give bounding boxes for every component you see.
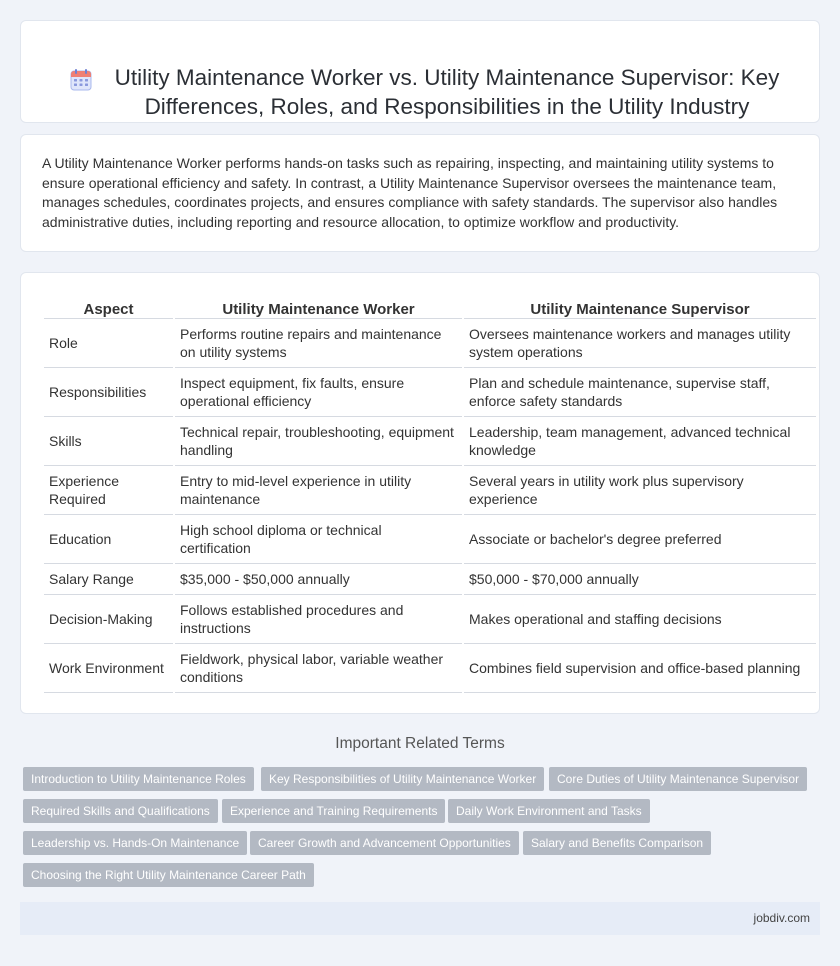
table-row [44,644,816,693]
table-header-row [44,296,816,319]
tag-worker-responsibilities[interactable]: Key Responsibilities of Utility Maintenance Worker [261,767,544,791]
cell-supervisor: Leadership, team management, advanced technical knowledge [464,417,816,466]
cell-supervisor: Makes operational and staffing decisions [464,595,816,644]
cell-aspect: Decision-Making [44,595,173,644]
table-row [44,319,816,368]
tag-supervisor-duties[interactable]: Core Duties of Utility Maintenance Supervisor [549,767,807,791]
cell-supervisor: Plan and schedule maintenance, supervise staff, enforce safety standards [464,368,816,417]
header-worker: Utility Maintenance Worker [175,296,462,319]
cell-worker: Technical repair, troubleshooting, equipment handling [175,417,462,466]
cell-aspect: Salary Range [44,564,173,595]
intro-paragraph: A Utility Maintenance Worker performs hands-on tasks such as repairing, inspecting, and maintaining utility systems to ensure operational efficiency and safety. In contrast, a Utility Maintenance Supervisor oversees the maintenance team, manages schedules, coordinates projects, and ensures compliance with safety standards. The supervisor also handles administrative duties, including reporting and resource allocation, to optimize workflow and productivity. [42,155,778,230]
tag-career-growth[interactable]: Career Growth and Advancement Opportunities [250,831,519,855]
tag-salary-benefits[interactable]: Salary and Benefits Comparison [523,831,711,855]
cell-supervisor: Several years in utility work plus supervisory experience [464,466,816,515]
comparison-card [20,272,820,714]
table-row [44,466,816,515]
table-row [44,564,816,595]
cell-worker: Performs routine repairs and maintenance on utility systems [175,319,462,368]
title-card [20,20,820,123]
tag-experience-training[interactable]: Experience and Training Requirements [222,799,445,823]
tag-leadership-vs-hands-on[interactable]: Leadership vs. Hands-On Maintenance [23,831,247,855]
tag-skills-qualifications[interactable]: Required Skills and Qualifications [23,799,218,823]
footer-site[interactable]: jobdiv.com [753,911,810,925]
table-row [44,595,816,644]
header-supervisor: Utility Maintenance Supervisor [464,296,816,319]
cell-worker: High school diploma or technical certification [175,515,462,564]
footer [20,902,820,935]
cell-supervisor: $50,000 - $70,000 annually [464,564,816,595]
cell-supervisor: Oversees maintenance workers and manages utility system operations [464,319,816,368]
comparison-table [42,296,818,693]
cell-aspect: Skills [44,417,173,466]
table-row [44,368,816,417]
cell-aspect: Responsibilities [44,368,173,417]
cell-worker: Entry to mid-level experience in utility maintenance [175,466,462,515]
page-title: Utility Maintenance Worker vs. Utility Maintenance Supervisor: Key Differences, Roles, and Responsibilities in the Utility Industry [114,65,780,119]
cell-aspect: Role [44,319,173,368]
cell-worker: $35,000 - $50,000 annually [175,564,462,595]
cell-aspect: Education [44,515,173,564]
intro-card [20,134,820,252]
cell-worker: Follows established procedures and instructions [175,595,462,644]
header-aspect: Aspect [44,296,173,319]
table-row [44,515,816,564]
related-terms-heading: Important Related Terms [335,735,505,752]
table-row [44,417,816,466]
cell-worker: Fieldwork, physical labor, variable weather conditions [175,644,462,693]
cell-worker: Inspect equipment, fix faults, ensure operational efficiency [175,368,462,417]
tag-career-path[interactable]: Choosing the Right Utility Maintenance Career Path [23,863,314,887]
tag-work-environment[interactable]: Daily Work Environment and Tasks [448,799,650,823]
cell-supervisor: Combines field supervision and office-based planning [464,644,816,693]
cell-supervisor: Associate or bachelor's degree preferred [464,515,816,564]
cell-aspect: Work Environment [44,644,173,693]
calendar-icon [69,68,93,92]
cell-aspect: Experience Required [44,466,173,515]
tag-intro-roles[interactable]: Introduction to Utility Maintenance Roles [23,767,254,791]
